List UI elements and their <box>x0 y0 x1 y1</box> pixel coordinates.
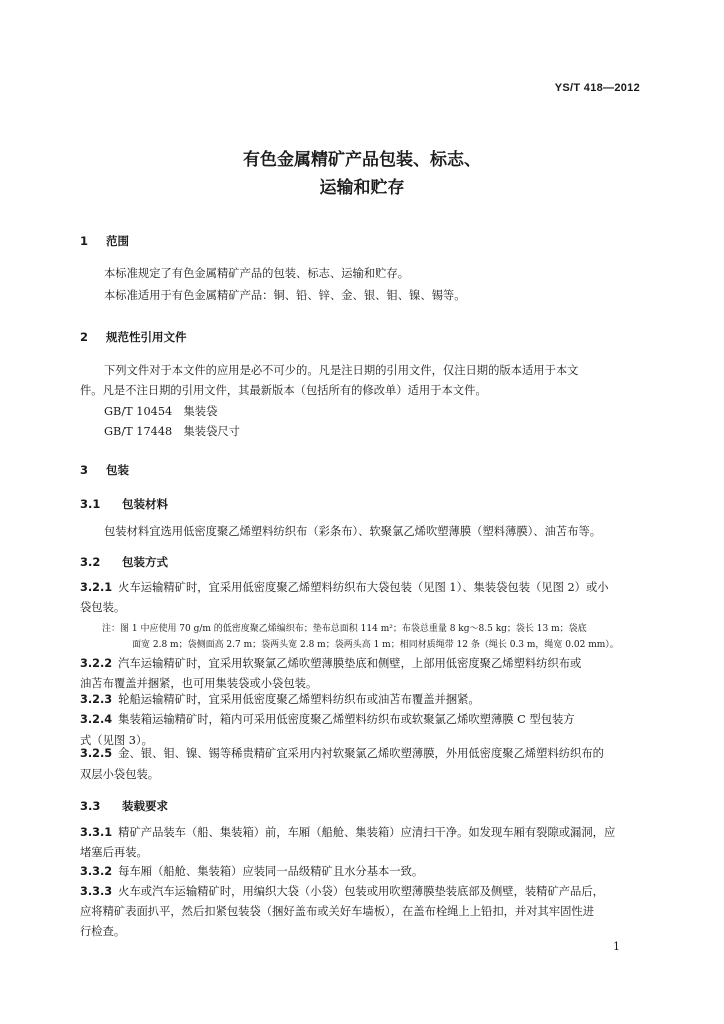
section-2-heading <box>80 329 187 345</box>
clause-number: 3.3.3 <box>80 885 113 898</box>
reference-item: GB/T 10454 集装袋 <box>104 405 218 418</box>
clause-3-2-4 <box>80 710 650 730</box>
section-number: 2 <box>80 330 89 344</box>
clause-number: 3.2.2 <box>80 657 113 670</box>
clause-3-3-1 <box>80 823 650 843</box>
clause-text: 集装箱运输精矿时，箱内可采用低密度聚乙烯塑料纺织布或软聚氯乙烯吹塑薄膜 C 型包装方 <box>118 713 575 726</box>
clause-3-3-2 <box>80 862 650 882</box>
section-number: 3 <box>80 463 89 477</box>
subsection-3-2-heading <box>80 554 168 570</box>
section-title: 包装材料 <box>122 497 168 511</box>
paragraph: 件。凡是不注日期的引用文件，其最新版本（包括所有的修改单）适用于本文件。 <box>80 384 487 397</box>
section-3-heading <box>80 462 129 478</box>
clause-number: 3.2.1 <box>80 581 113 594</box>
section-title: 包装方式 <box>122 555 168 569</box>
page-number: 1 <box>613 940 620 953</box>
paragraph: 袋包装。 <box>80 601 126 614</box>
section-title: 规范性引用文件 <box>106 330 187 344</box>
paragraph: 包装材料宜选用低密度聚乙烯塑料纺织布（彩条布）、软聚氯乙烯吹塑薄膜（塑料薄膜）、油苫布等。 <box>104 525 602 538</box>
clause-text: 火车或汽车运输精矿时，用编织大袋（小袋）包装或用吹塑薄膜垫装底部及侧壁，装精矿产品后， <box>118 885 604 898</box>
clause-3-3-3 <box>80 882 650 902</box>
subsection-3-3-heading <box>80 798 168 814</box>
paragraph: 本标准规定了有色金属精矿产品的包装、标志、运输和贮存。 <box>104 267 410 280</box>
section-number: 3.3 <box>80 799 101 813</box>
clause-number: 3.3.2 <box>80 865 113 878</box>
clause-number: 3.3.1 <box>80 826 113 839</box>
paragraph: 下列文件对于本文件的应用是必不可少的。凡是注日期的引用文件，仅注日期的版本适用于本文 <box>104 364 579 377</box>
section-number: 3.2 <box>80 555 101 569</box>
clause-text: 金、银、钼、镍、锡等稀贵精矿宜采用内衬软聚氯乙烯吹塑薄膜，外用低密度聚乙烯塑料纺织布的 <box>118 747 604 760</box>
clause-text: 火车运输精矿时，宜采用低密度聚乙烯塑料纺织布大袋包装（见图 1）、集装袋包装（见图 2）或小 <box>118 581 609 594</box>
reference-item: GB/T 17448 集装袋尺寸 <box>104 425 240 438</box>
clause-3-2-3 <box>80 690 650 710</box>
document-title-line-1: 有色金属精矿产品包装、标志、 <box>243 150 481 170</box>
paragraph: 行检查。 <box>80 925 126 938</box>
section-1-heading <box>80 233 129 249</box>
note-line: 注：图 1 中应使用 70 g/m 的低密度聚乙烯编织布；垫布总面积 114 m²；布袋总重量 8 kg～8.5 kg；袋长 13 m；袋底 <box>102 624 587 634</box>
document-number: YS/T 418—2012 <box>554 82 640 94</box>
document-title-line-2: 运输和贮存 <box>319 178 405 198</box>
paragraph: 式（见图 3）。 <box>80 734 153 747</box>
clause-text: 汽车运输精矿时，宜采用软聚氯乙烯吹塑薄膜垫底和侧壁，上部用低密度聚乙烯塑料纺织布或 <box>118 657 582 670</box>
note-line: 面宽 2.8 m；袋侧面高 2.7 m；袋两头宽 2.8 m；袋两头高 1 m；相同材质绳带 12 条（绳长 0.3 m，绳宽 0.02 mm）。 <box>132 640 619 650</box>
paragraph: 本标准适用于有色金属精矿产品：铜、铅、锌、金、银、钼、镍、锡等。 <box>104 289 466 302</box>
clause-text: 每车厢（船舱、集装箱）应装同一品级精矿且水分基本一致。 <box>118 865 424 878</box>
paragraph: 应将精矿表面扒平，然后扣紧包装袋（捆好盖布或关好车墙板），在盖布栓绳上上铅扣，并对其牢固性进 <box>80 905 595 918</box>
section-number: 1 <box>80 234 89 248</box>
clause-text: 精矿产品装车（船、集装箱）前，车厢（船舱、集装箱）应清扫干净。如发现车厢有裂隙或漏洞，应 <box>118 826 616 839</box>
paragraph: 油苫布覆盖并捆紧，也可用集装袋或小袋包装。 <box>80 677 318 690</box>
clause-3-2-2 <box>80 654 650 674</box>
clause-3-2-1 <box>80 578 650 598</box>
paragraph: 堵塞后再装。 <box>80 846 148 859</box>
section-title: 装载要求 <box>122 799 168 813</box>
section-number: 3.1 <box>80 497 101 511</box>
clause-number: 3.2.4 <box>80 713 113 726</box>
clause-3-2-5 <box>80 744 650 764</box>
clause-text: 轮船运输精矿时，宜采用低密度聚乙烯塑料纺织布或油苫布覆盖并捆紧。 <box>118 693 480 706</box>
section-title: 包装 <box>106 463 129 477</box>
clause-number: 3.2.3 <box>80 693 113 706</box>
clause-number: 3.2.5 <box>80 747 113 760</box>
paragraph: 双层小袋包装。 <box>80 768 160 781</box>
subsection-3-1-heading <box>80 496 168 512</box>
section-title: 范围 <box>106 234 129 248</box>
